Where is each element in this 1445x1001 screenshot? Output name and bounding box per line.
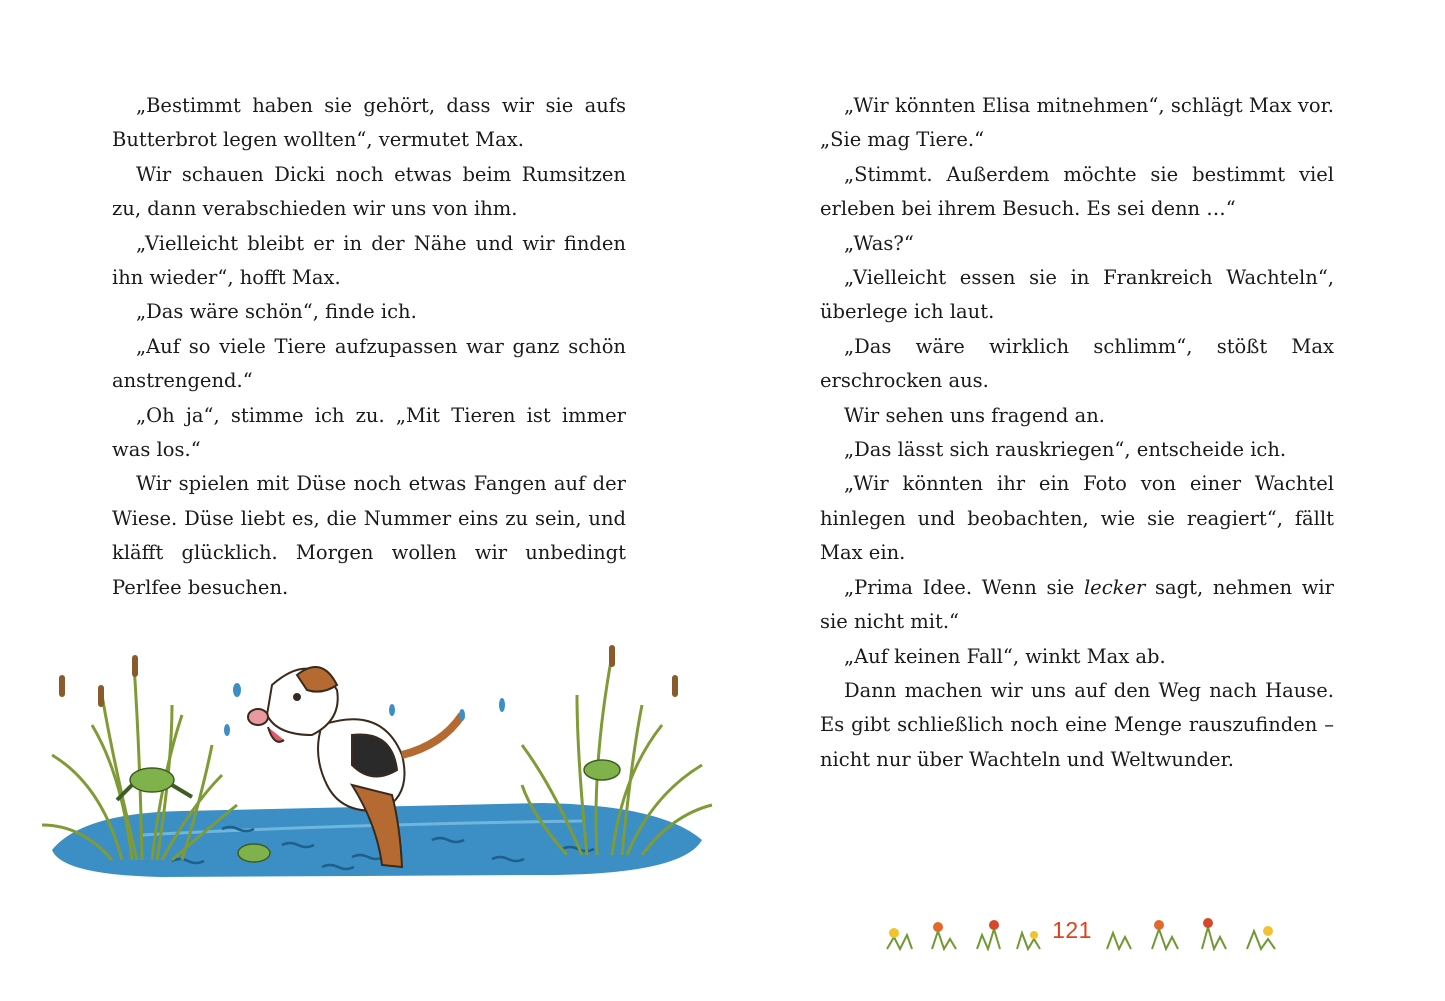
paragraph: „Das wäre schön“, finde ich. [136,300,417,324]
left-text-column [112,89,626,605]
frog-right [584,760,620,780]
text-run: sagt, nehmen wir sie nicht mit.“ [820,575,1334,634]
paragraph: Wir sehen uns fragend an. [844,403,1105,427]
paragraph: „Stimmt. Außerdem möchte sie bestimmt viel erleben bei ihrem Besuch. Es sei denn …“ [820,162,1334,221]
flower-decoration-left [882,909,1042,951]
text-run: „Prima Idee. Wenn sie [844,575,1084,599]
right-text-column [820,89,1334,777]
paragraph-with-italic [820,571,1334,640]
frog-water [238,844,270,862]
paragraph: „Oh ja“, stimme ich zu. „Mit Tieren ist immer was los.“ [112,403,626,462]
flower-decoration-right [1102,909,1282,951]
right-page [722,0,1445,1001]
paragraph: Wir schauen Dicki noch etwas beim Rumsitzen zu, dann verabschieden wir uns von ihm. [112,162,626,221]
paragraph: „Auf keinen Fall“, winkt Max ab. [844,644,1166,668]
paragraph: „Bestimmt haben sie gehört, dass wir sie aufs Butterbrot legen wollten“, vermutet Max. [112,94,626,152]
paragraph: „Wir könnten Elisa mitnehmen“, schlägt Max vor. „Sie mag Tiere.“ [820,94,1334,152]
paragraph: „Das wäre wirklich schlimm“, stößt Max erschrocken aus. [820,334,1334,393]
frog-left [117,768,192,800]
paragraph: „Das lässt sich rauskriegen“, entscheide ich. [844,438,1287,462]
dog-pond-illustration [22,635,722,905]
left-page [0,0,722,1001]
paragraph: Wir spielen mit Düse noch etwas Fangen auf der Wiese. Düse liebt es, die Nummer eins zu sein, und kläfft glücklich. Morgen wollen wir unbedingt Perlfee besuchen. [112,472,626,599]
page-number: 121 [1052,916,1092,943]
italic-word: lecker [1083,575,1146,599]
paragraph: „Vielleicht essen sie in Frankreich Wachteln“, überlege ich laut. [820,266,1334,324]
paragraph: „Auf so viele Tiere aufzupassen war ganz schön anstrengend.“ [112,334,626,393]
paragraph: Dann machen wir uns auf den Weg nach Hause. Es gibt schließlich noch eine Menge rauszufinden – nicht nur über Wachteln und Weltwunder. [820,678,1334,771]
paragraph: „Vielleicht bleibt er in der Nähe und wir finden ihn wieder“, hofft Max. [112,231,626,290]
paragraph: „Wir könnten ihr ein Foto von einer Wachtel hinlegen und beobachten, wie sie reagiert“, fällt Max ein. [820,472,1334,565]
page-footer [872,905,1292,955]
paragraph: „Was?“ [844,231,914,255]
